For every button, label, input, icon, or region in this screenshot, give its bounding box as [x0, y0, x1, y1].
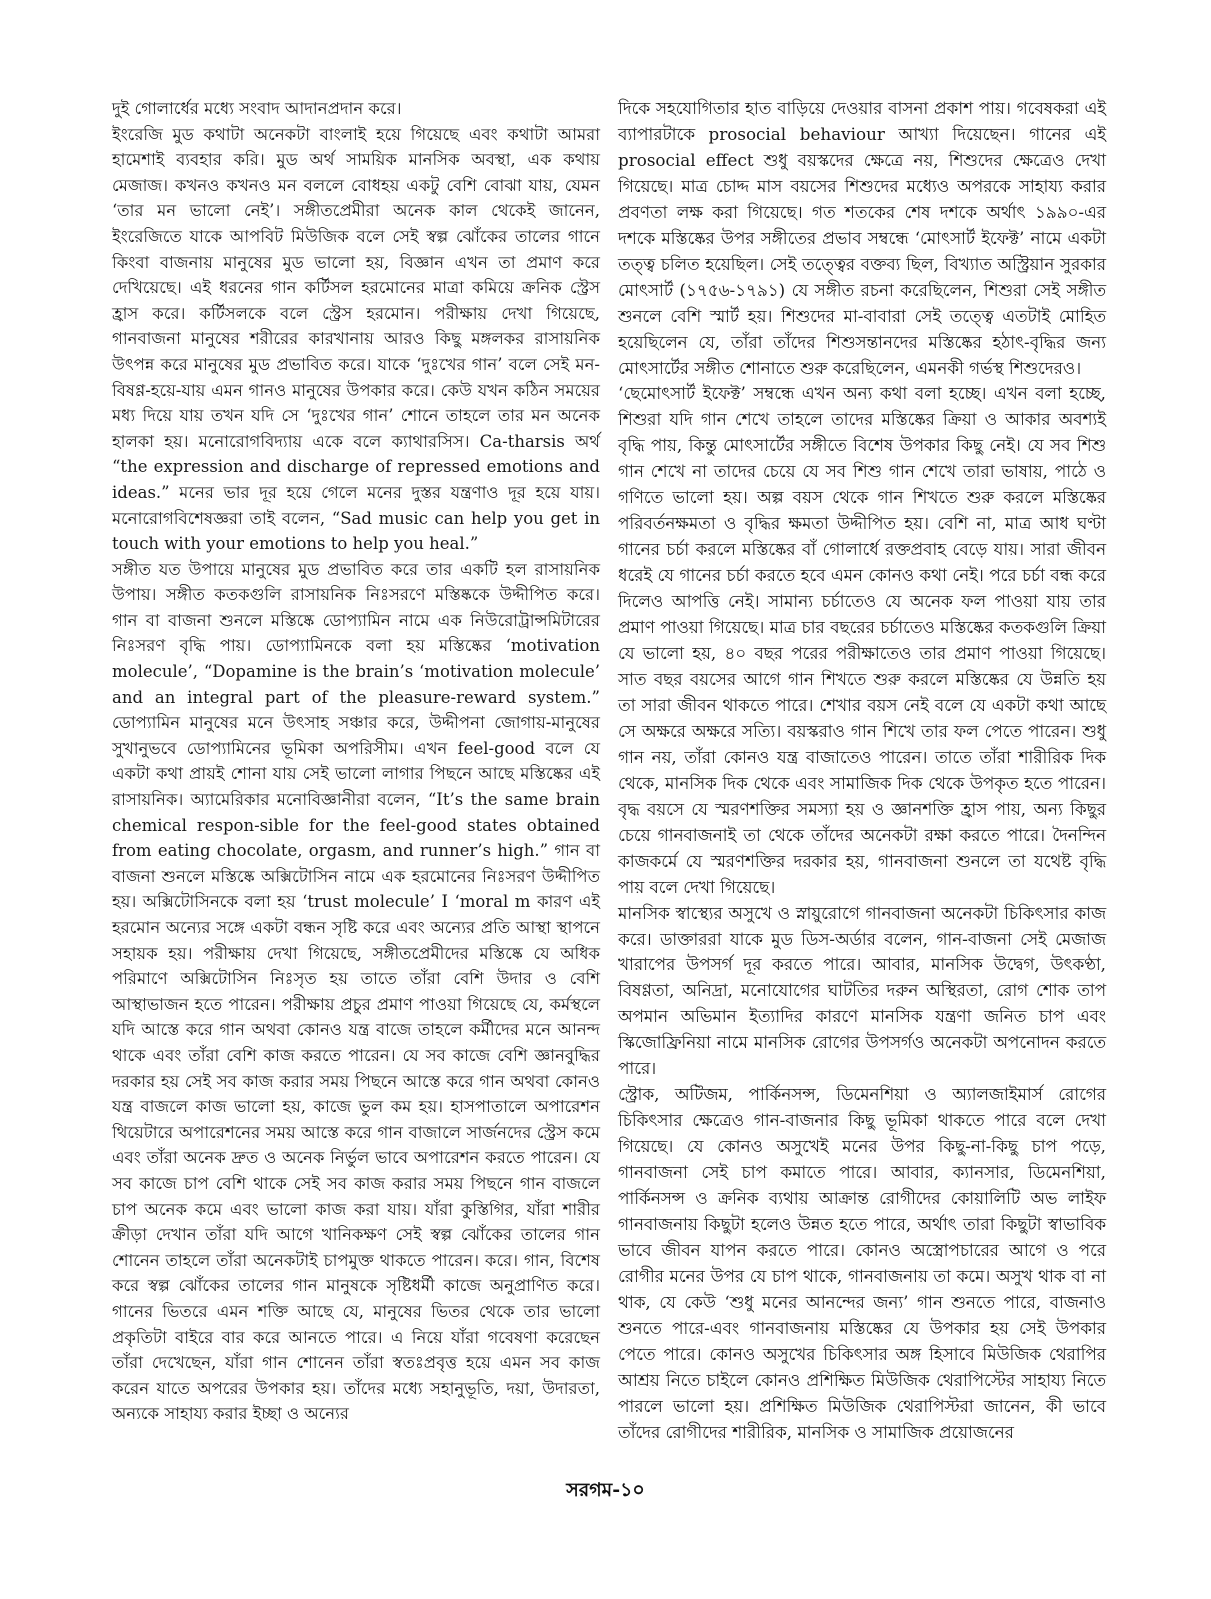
left-paragraph-1: দুই গোলার্ধের মধ্যে সংবাদ আদানপ্রদান করে।	[112, 99, 402, 118]
right-paragraph-4: স্ট্রোক, অটিজম, পার্কিনসন্স, ডিমেনশিয়া ও অ্যালজাইমার্স রোগের চিকিৎসার ক্ষেত্রেও গান-বাজনার কিছু ভূমিকা থাকতে পারে বলে দেখা গিয়েছে। যে কোনও অসুখেই মনের উপর কিছু-না-কিছু চাপ পড়ে, গানবাজনা সেই চাপ কমাতে পারে। আবার, ক্যানসার, ডিমেনশিয়া, পার্কিনসন্স ও ক্রনিক ব্যথায় আক্রান্ত রোগীদের কোয়ালিটি অভ লাইফ গানবাজনায় কিছুটা হলেও উন্নত হতে পারে, অর্থাৎ তারা কিছুটা স্বাভাবিক ভাবে জীবন যাপন করতে পারে। কোনও অস্ত্রোপচারের আগে ও পরে রোগীর মনের উপর যে চাপ থাকে, গানবাজনায় তা কমে। অসুখ থাক বা না থাক, যে কেউ ‘শুধু মনের আনন্দের জন্য’ গান শুনতে পারে, বাজনাও শুনতে পারে-এবং গানবাজনায় মস্তিষ্কের যে উপকার হয় সেই উপকার পেতে পারে। কোনও অসুখের চিকিৎসার অঙ্গ হিসাবে মিউজিক থেরাপির আশ্রয় নিতে চাইলে কোনও প্রশিক্ষিত মিউজিক থেরাপিস্টের সাহায্য নিতে পারলে ভালো হয়। প্রশিক্ষিত মিউজিক থেরাপিস্টরা জানেন, কী ভাবে তাঁদের রোগীদের শারীরিক, মানসিক ও সামাজিক প্রয়োজনের	[618, 1084, 1106, 1442]
left-column	[112, 96, 600, 1427]
right-column	[618, 96, 1106, 1446]
page-number-footer: সরগম-১০	[566, 1479, 645, 1501]
left-paragraph-3: সঙ্গীত যত উপায়ে মানুষের মুড প্রভাবিত করে তার একটি হল রাসায়নিক উপায়। সঙ্গীত কতকগুলি রাসায়নিক নিঃসরণে মস্তিষ্ককে উদ্দীপিত করে। গান বা বাজনা শুনলে মস্তিষ্কে ডোপ্যামিন নামে এক নিউরোট্রান্সমিটারের নিঃসরণ বৃদ্ধি পায়। ডোপ্যামিনকে বলা হয় মস্তিষ্কের ‘motivation molecule’, “Dopamine is the brain’s ‘motivation molecule’ and an integral part of the pleasure-reward system.” ডোপ্যামিন মানুষের মনে উৎসাহ সঞ্চার করে, উদ্দীপনা জোগায়-মানুষের সুখানুভবে ডোপ্যামিনের ভূমিকা অপরিসীম। এখন feel-good বলে যে একটা কথা প্রায়ই শোনা যায় সেই ভালো লাগার পিছনে আছে মস্তিষ্কের এই রাসায়নিক। অ্যামেরিকার মনোবিজ্ঞানীরা বলেন, “It’s the same brain chemical respon-sible for the feel-good states obtained from eating chocolate, orgasm, and runner’s high.” গান বা বাজনা শুনলে মস্তিষ্কে অক্সিটোসিন নামে এক হরমোনের নিঃসরণ উদ্দীপিত হয়। অক্সিটোসিনকে বলা হয় ‘trust molecule’ I ‘moral m কারণ এই হরমোন অন্যের সঙ্গে একটা বন্ধন সৃষ্টি করে এবং অন্যের প্রতি আস্থা স্থাপনে সহায়ক হয়। পরীক্ষায় দেখা গিয়েছে, সঙ্গীতপ্রেমীদের মস্তিষ্কে যে অধিক পরিমাণে অক্সিটোসিন নিঃসৃত হয় তাতে তাঁরা বেশি উদার ও বেশি আস্থাভাজন হতে পারেন। পরীক্ষায় প্রচুর প্রমাণ পাওয়া গিয়েছে যে, কর্মস্থলে যদি আস্তে করে গান অথবা কোনও যন্ত্র বাজে তাহলে কর্মীদের মনে আনন্দ থাকে এবং তাঁরা বেশি কাজ করতে পারেন। যে সব কাজে বেশি জ্ঞানবুদ্ধির দরকার হয় সেই সব কাজ করার সময় পিছনে আস্তে করে গান অথবা কোনও যন্ত্র বাজলে কাজ ভালো হয়, কাজে ভুল কম হয়। হাসপাতালে অপারেশন থিয়েটারে অপারেশনের সময় আস্তে করে গান বাজালে সার্জনদের স্ট্রেস কমে এবং তাঁরা অনেক দ্রুত ও অনেক নির্ভুল ভাবে অপারেশন করতে পারেন। যে সব কাজে চাপ বেশি থাকে সেই সব কাজ করার সময় পিছনে গান বাজলে চাপ অনেক কমে এবং ভালো কাজ করা যায়। যাঁরা কুস্তিগির, যাঁরা শারীর ক্রীড়া দেখান তাঁরা যদি আগে খানিকক্ষণ সেই স্বল্প ঝোঁকের তালের গান শোনেন তাহলে তাঁরা অনেকটাই চাপমুক্ত থাকতে পারেন। করে। গান, বিশেষ করে স্বল্প ঝোঁকের তালের গান মানুষকে সৃষ্টিধর্মী কাজে অনুপ্রাণিত করে। গানের ভিতরে এমন শক্তি আছে যে, মানুষের ভিতর থেকে তার ভালো প্রকৃতিটা বাইরে বার করে আনতে পারে। এ নিয়ে যাঁরা গবেষণা করেছেন তাঁরা দেখেছেন, যাঁরা গান শোনেন তাঁরা স্বতঃপ্রবৃত্ত হয়ে এমন সব কাজ করেন যাতে অপরের উপকার হয়। তাঁদের মধ্যে সহানুভূতি, দয়া, উদারতা, অন্যকে সাহায্য করার ইচ্ছা ও অন্যের	[112, 559, 600, 1424]
right-paragraph-2: ‘ছেমোৎসার্ট ইফেক্ট’ সম্বন্ধে এখন অন্য কথা বলা হচ্ছে। এখন বলা হচ্ছে, শিশুরা যদি গান শেখে তাহলে তাদের মস্তিষ্কের ক্রিয়া ও আকার অবশ্যই বৃদ্ধি পায়, কিন্তু মোৎসার্টের সঙ্গীতে বিশেষ উপকার কিছু নেই। যে সব শিশু গান শেখে না তাদের চেয়ে যে সব শিশু গান শেখে তারা ভাষায়, পাঠে ও গণিতে ভালো হয়। অল্প বয়স থেকে গান শিখতে শুরু করলে মস্তিষ্কের পরিবর্তনক্ষমতা ও বৃদ্ধির ক্ষমতা উদ্দীপিত হয়। বেশি না, মাত্র আধ ঘণ্টা গানের চর্চা করলে মস্তিষ্কের বাঁ গোলার্ধে রক্তপ্রবাহ বেড়ে যায়। সারা জীবন ধরেই যে গানের চর্চা করতে হবে এমন কোনও কথা নেই। পরে চর্চা বন্ধ করে দিলেও আপত্তি নেই। সামান্য চর্চাতেও যে অনেক ফল পাওয়া যায় তার প্রমাণ পাওয়া গিয়েছে। মাত্র চার বছরের চর্চাতেও মস্তিষ্কের কতকগুলি ক্রিয়া যে ভালো হয়, ৪০ বছর পরের পরীক্ষাতেও তার প্রমাণ পাওয়া গিয়েছে। সাত বছর বয়সের আগে গান শিখতে শুরু করলে মস্তিষ্কের যে উন্নতি হয় তা সারা জীবন থাকতে পারে। শেখার বয়স নেই বলে যে একটা কথা আছে সে অক্ষরে অক্ষরে সত্যি। বয়স্করাও গান শিখে তার ফল পেতে পারেন। শুধু গান নয়, তাঁরা কোনও যন্ত্র বাজাতেও পারেন। তাতে তাঁরা শারীরিক দিক থেকে, মানসিক দিক থেকে এবং সামাজিক দিক থেকে উপকৃত হতে পারেন। বৃদ্ধ বয়সে যে স্মরণশক্তির সমস্যা হয় ও জ্ঞানশক্তি হ্রাস পায়, অন্য কিছুর চেয়ে গানবাজনাই তা থেকে তাঁদের অনেকটা রক্ষা করতে পারে। দৈনন্দিন কাজকর্মে যে স্মরণশক্তির দরকার হয়, গানবাজনা শুনলে তা যথেষ্ট বৃদ্ধি পায় বলে দেখা গিয়েছে।	[618, 383, 1106, 897]
left-paragraph-2: ইংরেজি মুড কথাটা অনেকটা বাংলাই হয়ে গিয়েছে এবং কথাটা আমরা হামেশাই ব্যবহার করি। মুড অর্থ সাময়িক মানসিক অবস্থা, এক কথায় মেজাজ। কখনও কখনও মন বললে বোধহয় একটু বেশি বোঝা যায়, যেমন ‘তার মন ভালো নেই’। সঙ্গীতপ্রেমীরা অনেক কাল থেকেই জানেন, ইংরেজিতে যাকে আপবিট মিউজিক বলে সেই স্বল্প ঝোঁকের তালের গানে কিংবা বাজনায় মানুষের মুড ভালো হয়, বিজ্ঞান এখন তা প্রমাণ করে দেখিয়েছে। এই ধরনের গান কর্টিসল হরমোনের মাত্রা কমিয়ে ক্রনিক স্ট্রেস হ্রাস করে। কর্টিসলকে বলে স্ট্রেস হরমোন। পরীক্ষায় দেখা গিয়েছে, গানবাজনা মানুষের শরীরের কারখানায় আরও কিছু মঙ্গলকর রাসায়নিক উৎপন্ন করে মানুষের মুড প্রভাবিত করে। যাকে ‘দুঃখের গান’ বলে সেই মন-বিষণ্ণ-হয়ে-যায় এমন গানও মানুষের উপকার করে। কেউ যখন কঠিন সময়ের মধ্য দিয়ে যায় তখন যদি সে ‘দুঃখের গান’ শোনে তাহলে তার মন অনেক হালকা হয়। মনোরোগবিদ্যায় একে বলে ক্যাথারসিস। Ca-tharsis অর্থ “the expression and discharge of repressed emotions and ideas.” মনের ভার দূর হয়ে গেলে মনের দুস্তর যন্ত্রণাও দূর হয়ে যায়। মনোরোগবিশেষজ্ঞরা তাই বলেন, “Sad music can help you get in touch with your emotions to help you heal.”	[112, 124, 600, 554]
right-paragraph-3: মানসিক স্বাস্থ্যের অসুখে ও স্নায়ুরোগে গানবাজনা অনেকটা চিকিৎসার কাজ করে। ডাক্তাররা যাকে মুড ডিস-অর্ডার বলেন, গান-বাজনা সেই মেজাজ খারাপের উপসর্গ দূর করতে পারে। আবার, মানসিক উদ্বেগ, উৎকণ্ঠা, বিষণ্ণতা, অনিদ্রা, মনোযোগের ঘাটতির দরুন অস্থিরতা, রোগ শোক তাপ অপমান অভিমান ইত্যাদির কারণে মানসিক যন্ত্রণা জনিত চাপ এবং স্কিজোফ্রিনিয়া নামে মানসিক রোগের উপসর্গও অনেকটা অপনোদন করতে পারে।	[618, 902, 1106, 1079]
right-paragraph-1: দিকে সহযোগিতার হাত বাড়িয়ে দেওয়ার বাসনা প্রকাশ পায়। গবেষকরা এই ব্যাপারটাকে prosocial behaviour আখ্যা দিয়েছেন। গানের এই prosocial effect শুধু বয়স্কদের ক্ষেত্রে নয়, শিশুদের ক্ষেত্রেও দেখা গিয়েছে। মাত্র চোদ্দ মাস বয়সের শিশুদের মধ্যেও অপরকে সাহায্য করার প্রবণতা লক্ষ করা গিয়েছে। গত শতকের শেষ দশকে অর্থাৎ ১৯৯০-এর দশকে মস্তিষ্কের উপর সঙ্গীতের প্রভাব সম্বন্ধে ‘মোৎসার্ট ইফেক্ট’ নামে একটা তত্ত্ব চলিত হয়েছিল। সেই তত্ত্বের বক্তব্য ছিল, বিখ্যাত অস্ট্রিয়ান সুরকার মোৎসার্ট (১৭৫৬-১৭৯১) যে সঙ্গীত রচনা করেছিলেন, শিশুরা সেই সঙ্গীত শুনলে বেশি স্মার্ট হয়। শিশুদের মা-বাবারা সেই তত্ত্বে এতটাই মোহিত হয়েছিলেন যে, তাঁরা তাঁদের শিশুসন্তানদের মস্তিষ্কের হঠাৎ-বৃদ্ধির জন্য মোৎসার্টের সঙ্গীত শোনাতে শুরু করেছিলেন, এমনকী গর্ভস্থ শিশুদেরও।	[618, 98, 1106, 378]
